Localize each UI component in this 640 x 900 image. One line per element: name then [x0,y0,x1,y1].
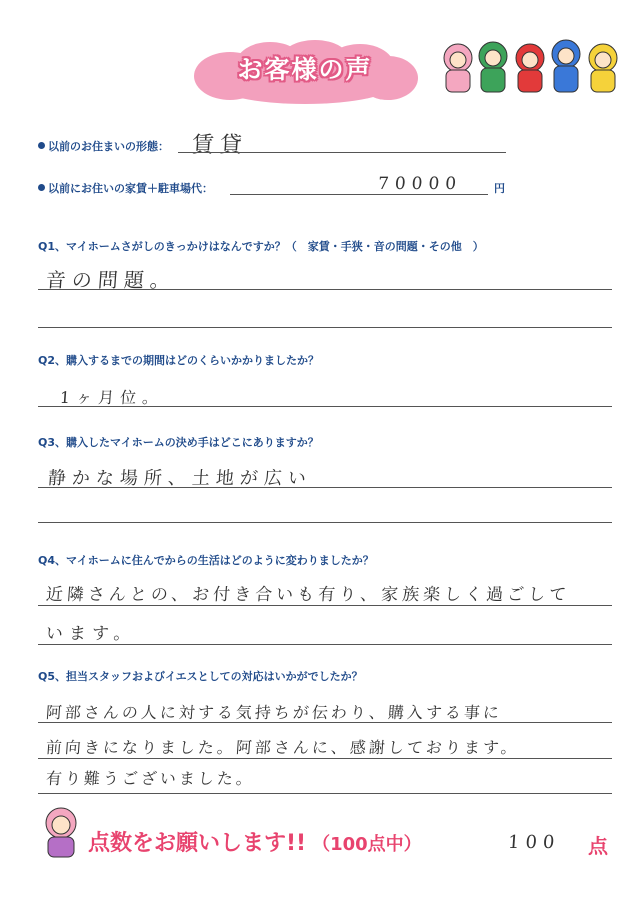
question-3-answer-line-1: 静かな場所、土地が広い [47,468,313,489]
question-5-rule-3 [38,793,612,794]
five-bear-ninja-mascots-icon [438,38,638,100]
pink-bear-ninja-mascot-icon [38,805,84,861]
rent-line [230,194,488,195]
rent-unit: 円 [494,182,505,195]
previous-residence-line [178,152,506,153]
question-1-label: Q1、マイホームさがしのきっかけはなんですか？（ 家賃・手狭・音の問題・その他 ） [38,240,484,253]
question-5-rule-1 [38,722,612,723]
question-3-label: Q3、購入したマイホームの決め手はどこにありますか？ [38,436,319,449]
question-2-answer-line-1: 1ヶ月位。 [59,388,165,407]
score-label: 点数をお願いします!! [88,831,307,856]
question-5-label: Q5、担当スタッフおよびイエスとしての対応はいかがでしたか？ [38,670,363,683]
question-4-rule-2 [38,644,612,645]
score-sub-label: （100点中） [312,834,422,855]
question-2-rule-1 [38,406,612,407]
question-4-label: Q4、マイホームに住んでからの生活はどのように変わりましたか？ [38,554,374,567]
question-4-rule-1 [38,605,612,606]
question-4-answer-line-1: 近隣さんとの、お付き合いも有り、家族楽しく過ごして [45,585,571,605]
rent-answer: 70000 [377,174,463,194]
previous-residence-answer: 賃貸 [190,133,249,158]
score-unit: 点 [588,834,608,858]
question-1-answer-line-1: 音の問題。 [45,268,177,292]
page-title: お客様の声 [237,55,373,84]
question-5-answer-line-3: 有り難うございました。 [45,769,256,788]
question-5-rule-2 [38,758,612,759]
question-5-answer-line-2: 前向きになりました。阿部さんに、感謝しております。 [45,738,521,757]
question-1-rule-1 [38,289,612,290]
previous-residence-label: 以前のお住まいの形態： [38,138,169,154]
rent-label: 以前にお住いの家賃＋駐車場代： [38,180,213,196]
score-request [88,826,422,857]
question-2-label: Q2、購入するまでの期間はどのくらいかかりましたか？ [38,354,320,367]
question-3-rule-1 [38,487,612,488]
question-4-answer-line-2: います。 [45,624,138,644]
score-value: 100 [507,832,562,853]
question-1-rule-2 [38,327,612,328]
question-3-rule-2 [38,522,612,523]
question-5-answer-line-1: 阿部さんの人に対する気持ちが伝わり、購入する事に [45,703,503,722]
